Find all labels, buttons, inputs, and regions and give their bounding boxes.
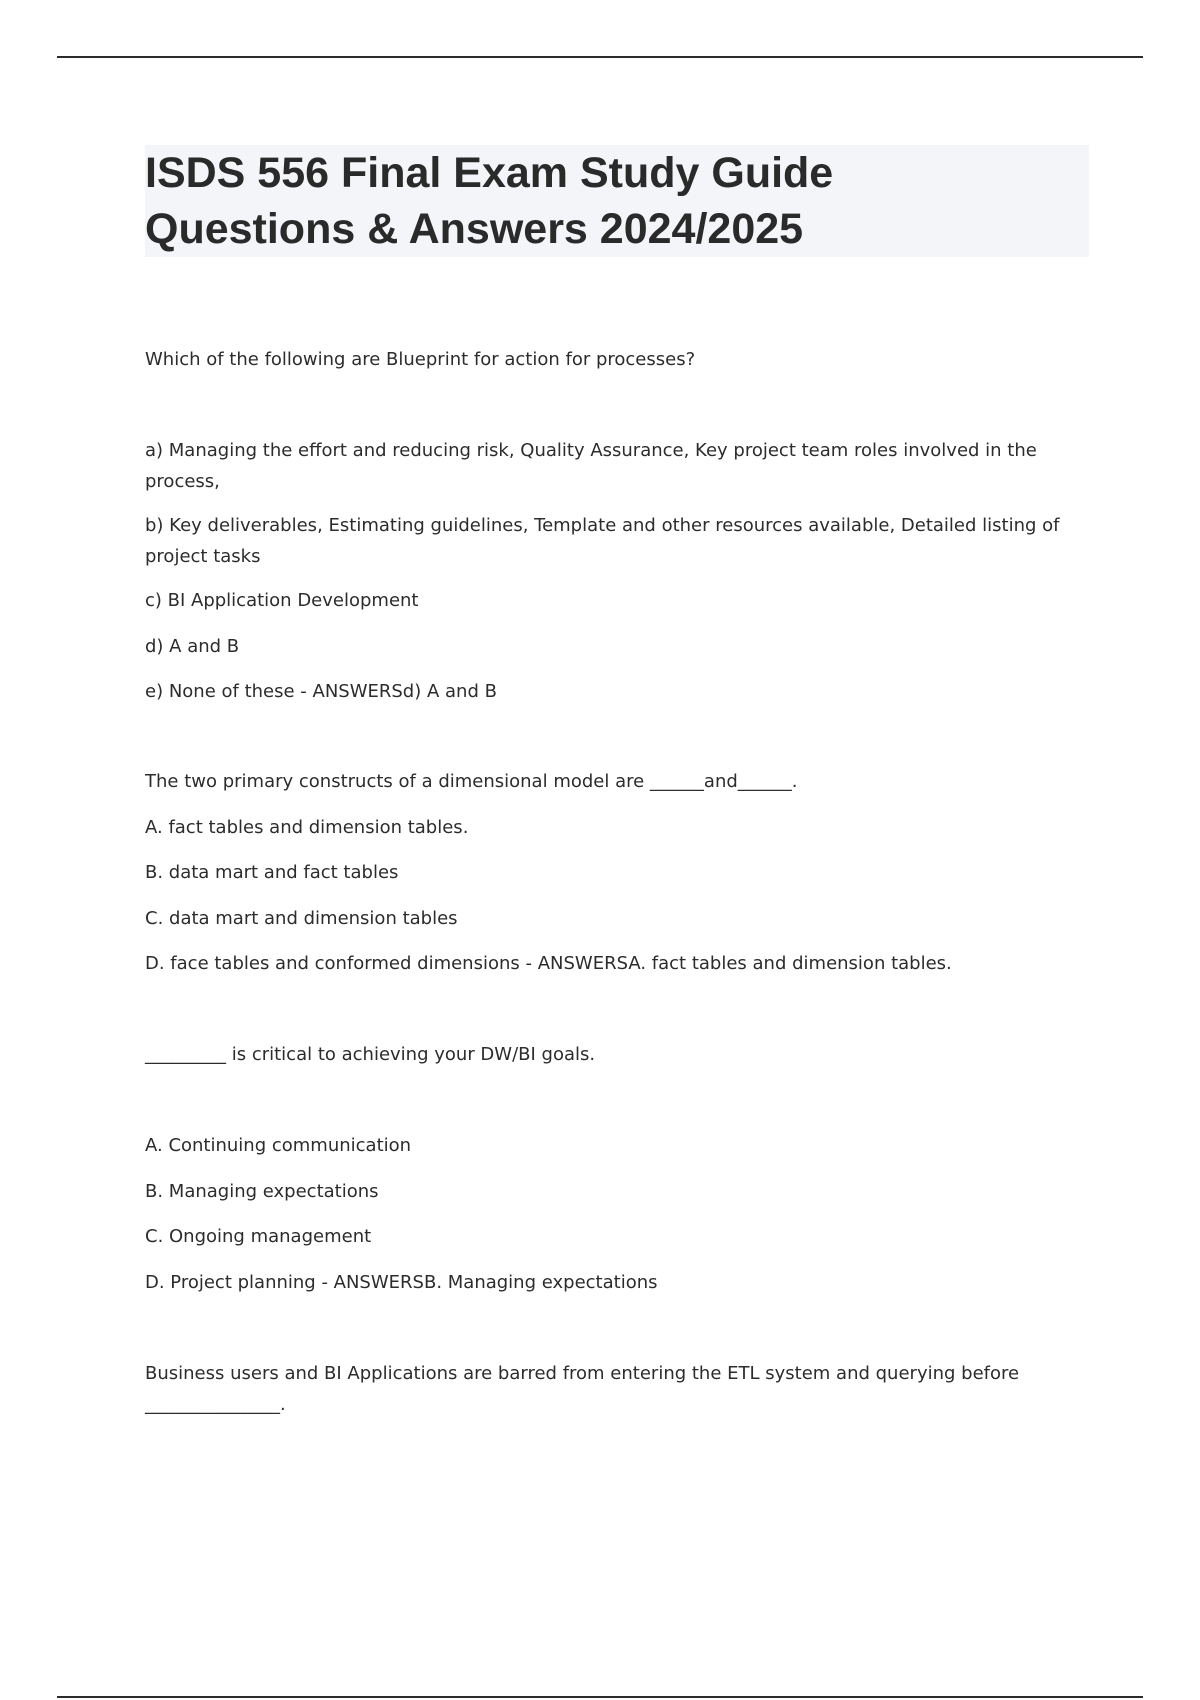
answer-option: a) Managing the effort and reducing risk, Quality Assurance, Key project team roles involved in the process, (145, 440, 1037, 492)
question-2-option-a (145, 812, 1075, 843)
answer-option: c) BI Application Development (145, 590, 419, 611)
question-3-prompt (145, 1039, 1075, 1070)
question-1-option-b (145, 510, 1075, 572)
bottom-rule (57, 1696, 1143, 1698)
question-2-option-d (145, 948, 1075, 979)
question-1-prompt (145, 344, 1075, 375)
answer-option: C. Ongoing management (145, 1226, 372, 1247)
question-3-option-a (145, 1130, 1075, 1161)
question-3-option-c (145, 1221, 1075, 1252)
question-text: Business users and BI Applications are barred from entering the ETL system and querying before _______________. (145, 1363, 1020, 1415)
question-4-prompt (145, 1358, 1075, 1420)
answer-option: A. Continuing communication (145, 1135, 412, 1156)
answer-option: D. face tables and conformed dimensions - ANSWERSA. fact tables and dimension tables. (145, 953, 952, 974)
answer-option: C. data mart and dimension tables (145, 908, 458, 929)
top-rule (57, 56, 1143, 58)
question-2-option-b (145, 857, 1075, 888)
answer-option: d) A and B (145, 636, 240, 657)
question-3-option-b (145, 1176, 1075, 1207)
question-2-option-c (145, 903, 1075, 934)
question-1-option-d (145, 631, 1075, 662)
question-3-option-d (145, 1267, 1075, 1298)
answer-option: e) None of these - ANSWERSd) A and B (145, 681, 497, 702)
question-text: Which of the following are Blueprint for action for processes? (145, 349, 696, 370)
answer-option: A. fact tables and dimension tables. (145, 817, 469, 838)
answer-option: B. Managing expectations (145, 1181, 379, 1202)
question-text: _________ is critical to achieving your DW/BI goals. (145, 1044, 596, 1065)
question-text: The two primary constructs of a dimensional model are ______and______. (145, 771, 798, 792)
answer-option: b) Key deliverables, Estimating guidelines, Template and other resources available, Detailed listing of project tasks (145, 515, 1060, 567)
title-line-2: Questions & Answers 2024/2025 (145, 205, 804, 253)
title-line-1: ISDS 556 Final Exam Study Guide (145, 149, 834, 197)
question-2-prompt (145, 766, 1075, 797)
answer-option: D. Project planning - ANSWERSB. Managing expectations (145, 1272, 658, 1293)
document-title (145, 145, 1089, 257)
question-1-option-a (145, 435, 1075, 497)
question-1-option-e (145, 676, 1075, 707)
answer-option: B. data mart and fact tables (145, 862, 399, 883)
question-1-option-c (145, 585, 1075, 616)
